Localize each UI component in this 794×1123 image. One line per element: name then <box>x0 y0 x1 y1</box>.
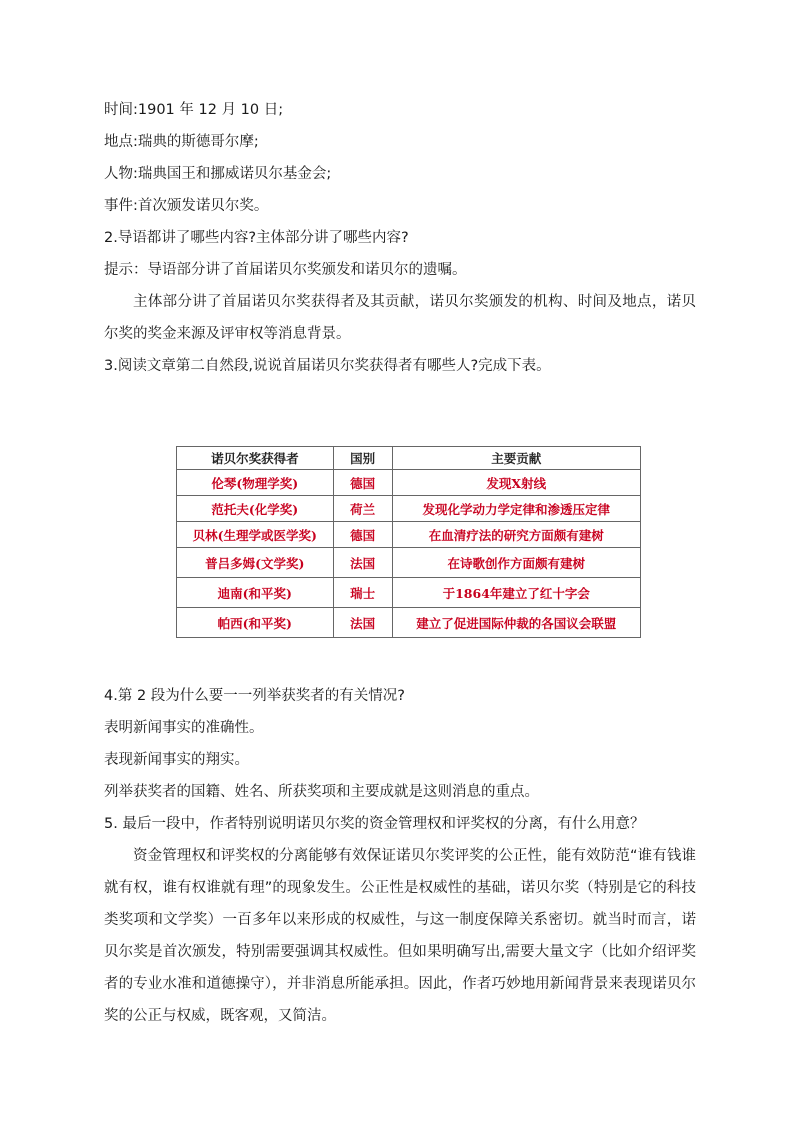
country-cell: 荷兰 <box>333 496 392 522</box>
contribution-cell: 发现X射线 <box>392 470 640 496</box>
q2-hint: 提示：导语部分讲了首届诺贝尔奖颁发和诺贝尔的遗嘱。 <box>104 262 467 278</box>
winner-cell: 贝林(生理学或医学奖) <box>177 522 334 548</box>
table-row <box>177 496 641 522</box>
q4-point-2: 表现新闻事实的翔实。 <box>104 752 249 768</box>
event-line: 事件:首次颁发诺贝尔奖。 <box>104 198 269 214</box>
header-contribution: 主要贡献 <box>392 447 640 470</box>
country-cell: 德国 <box>333 470 392 496</box>
question-4: 4.第 2 段为什么要一一列举获奖者的有关情况? <box>104 688 405 704</box>
question-2: 2.导语都讲了哪些内容?主体部分讲了哪些内容? <box>104 230 409 246</box>
header-winner: 诺贝尔奖获得者 <box>177 447 334 470</box>
winner-cell: 范托夫(化学奖) <box>177 496 334 522</box>
table-row <box>177 578 641 608</box>
q4-point-3: 列举获奖者的国籍、姓名、所获奖项和主要成就是这则消息的重点。 <box>104 784 539 800</box>
question-5: 5. 最后一段中，作者特别说明诺贝尔奖的资金管理权和评奖权的分离，有什么用意？ <box>104 816 645 832</box>
q4-point-1: 表明新闻事实的准确性。 <box>104 720 264 736</box>
table-row <box>177 608 641 638</box>
country-cell: 法国 <box>333 548 392 578</box>
time-line: 时间:1901 年 12 月 10 日; <box>104 102 284 118</box>
table-row <box>177 470 641 496</box>
question-3: 3.阅读文章第二自然段,说说首届诺贝尔奖获得者有哪些人?完成下表。 <box>104 358 551 374</box>
q2-body-text: 主体部分讲了首届诺贝尔奖获得者及其贡献，诺贝尔奖颁发的机构、时间及地点，诺贝尔奖的奖金来源及评审权等消息背景。 <box>104 294 696 342</box>
country-cell: 德国 <box>333 522 392 548</box>
contribution-cell: 建立了促进国际仲裁的各国议会联盟 <box>392 608 640 638</box>
contribution-cell: 在诗歌创作方面颇有建树 <box>392 548 640 578</box>
q2-body-paragraph <box>104 286 696 350</box>
winner-cell: 普吕多姆(文学奖) <box>177 548 334 578</box>
nobel-winners-table <box>176 446 641 638</box>
q5-answer-text: 资金管理权和评奖权的分离能够有效保证诺贝尔奖评奖的公正性，能有效防范“谁有钱谁就有权，谁有权谁就有理”的现象发生。公正性是权威性的基础，诺贝尔奖（特别是它的科技类奖项和文学奖）一百多年以来形成的权威性，与这一制度保障关系密切。就当时而言，诺贝尔奖是首次颁发，特别需要强调其权威性。但如果明确写出,需要大量文字（比如介绍评奖者的专业水准和道德操守），并非消息所能承担。因此，作者巧妙地用新闻背景来表现诺贝尔奖的公正与权威，既客观，又简洁。 <box>104 848 696 1024</box>
place-line: 地点:瑞典的斯德哥尔摩; <box>104 134 259 150</box>
country-cell: 法国 <box>333 608 392 638</box>
header-country: 国别 <box>333 447 392 470</box>
contribution-cell: 发现化学动力学定律和渗透压定律 <box>392 496 640 522</box>
country-cell: 瑞士 <box>333 578 392 608</box>
winner-cell: 迪南(和平奖) <box>177 578 334 608</box>
table-row <box>177 522 641 548</box>
people-line: 人物:瑞典国王和挪威诺贝尔基金会; <box>104 166 332 182</box>
contribution-cell: 在血清疗法的研究方面颇有建树 <box>392 522 640 548</box>
table-row <box>177 548 641 578</box>
winner-cell: 伦琴(物理学奖) <box>177 470 334 496</box>
contribution-cell: 于1864年建立了红十字会 <box>392 578 640 608</box>
q5-answer-paragraph <box>104 840 696 1032</box>
winner-cell: 帕西(和平奖) <box>177 608 334 638</box>
table-header-row <box>177 447 641 470</box>
